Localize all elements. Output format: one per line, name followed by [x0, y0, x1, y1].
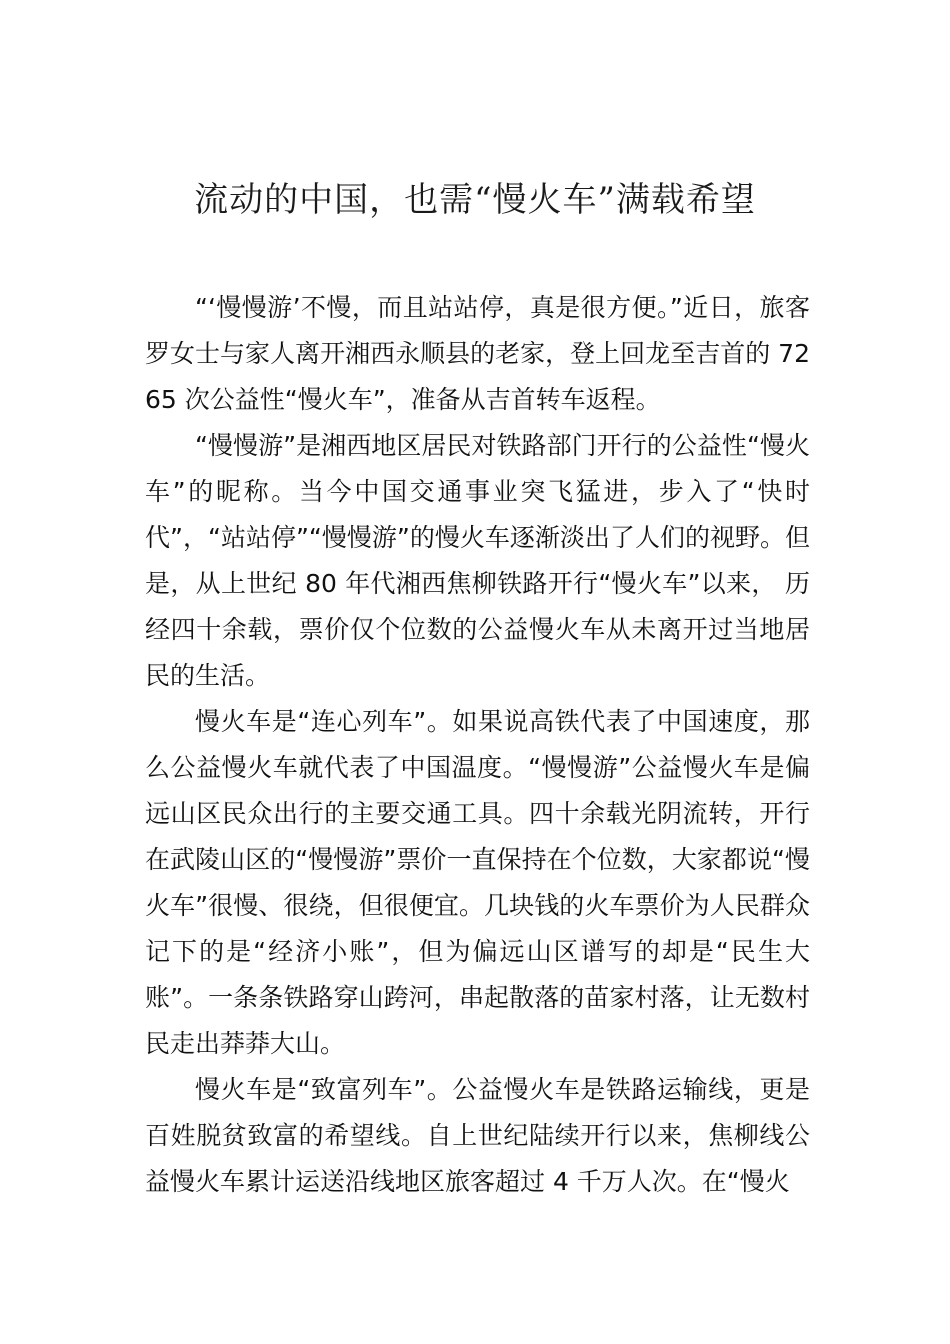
paragraph-1: “‘慢慢游’不慢，而且站站停，真是很方便。”近日，旅客罗女士与家人离开湘西永顺县的老家，登上回龙至吉首的 7265 次公益性“慢火车”，准备从吉首转车返程。: [145, 293, 810, 414]
paragraph-3: 慢火车是“连心列车”。如果说高铁代表了中国速度，那么公益慢火车就代表了中国温度。“慢慢游”公益慢火车是偏远山区民众出行的主要交通工具。四十余载光阴流转，开行在武陵山区的“慢慢游”票价一直保持在个位数，大家都说“慢火车”很慢、很绕，但很便宜。几块钱的火车票价为人民群众记下的是“经济小账”，但为偏远山区谱写的却是“民生大账”。一条条铁路穿山跨河，串起散落的苗家村落，让无数村民走出莽莽大山。: [145, 707, 810, 1058]
paragraph-4: 慢火车是“致富列车”。公益慢火车是铁路运输线，更是百姓脱贫致富的希望线。自上世纪陆续开行以来，焦柳线公益慢火车累计运送沿线地区旅客超过 4 千万人次。在“慢火: [145, 1075, 810, 1196]
document-title: 流动的中国，也需“慢火车”满载希望: [194, 180, 756, 220]
document-body: [145, 285, 810, 1205]
paragraph-2: “慢慢游”是湘西地区居民对铁路部门开行的公益性“慢火车”的昵称。当今中国交通事业突飞猛进，步入了“快时代”，“站站停”“慢慢游”的慢火车逐渐淡出了人们的视野。但是，从上世纪 80 年代湘西焦柳铁路开行“慢火车”以来， 历经四十余载，票价仅个位数的公益慢火车从未离开过当地居民的生活。: [145, 431, 810, 690]
